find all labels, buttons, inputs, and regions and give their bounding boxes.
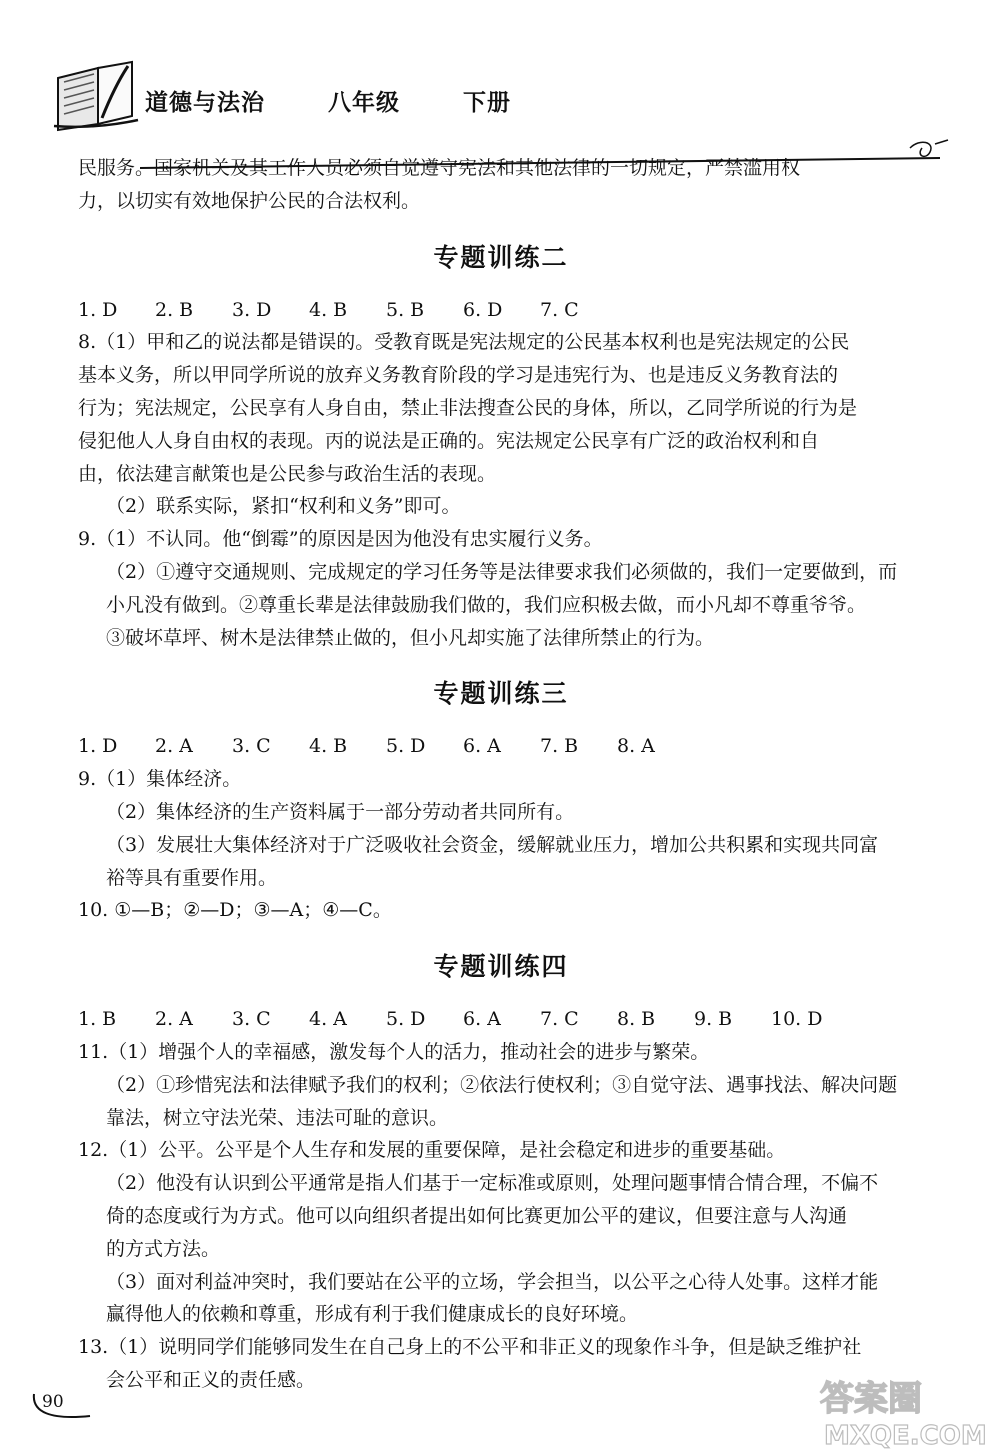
section-heading-4: 专题训练四 [433,952,569,982]
question-13 [78,1331,924,1397]
text-line: 11.（1）增强个人的幸福感，激发每个人的活力，推动社会的进步与繁荣。 [78,1040,710,1063]
text-line: 基本义务，所以甲同学所说的放弃义务教育阶段的学习是违宪行为、也是违反义务教育法的 [78,364,839,387]
text-line: （2）他没有认识到公平通常是指人们基于一定标准或原则，处理问题事情合情合理，不偏不 [106,1172,879,1195]
text-line: （2）①珍惜宪法和法律赋予我们的权利；②依法行使权利；③自觉守法、遇事找法、解决问题 [106,1073,898,1096]
page-number-text: 90 [42,1392,64,1412]
text-line: 10. ①—B；②—D；③—A；④—C。 [78,899,392,922]
text-line: 力，以切实有效地保护公民的合法权利。 [78,189,421,212]
choice-answer: 10. D [771,1008,823,1031]
text-line: 会公平和正义的责任感。 [106,1368,316,1391]
choice-answer: 4. A [309,1008,347,1031]
choice-answer: 7. B [540,735,579,758]
choice-answer: 9. B [694,1008,733,1031]
choice-answers-3 [78,730,924,763]
choice-answer: 5. D [386,1008,426,1031]
choice-answer: 7. C [540,1008,579,1031]
choice-answer: 1. B [78,1008,117,1031]
text-line: 民服务。国家机关及其工作人员必须自觉遵守宪法和其他法律的一切规定，严禁滥用权 [78,157,801,179]
page-number-swoosh [30,1388,102,1424]
choice-answer: 1. D [78,298,118,321]
choice-answer: 7. C [540,298,579,321]
choice-answer: 5. B [386,298,425,321]
choice-answer: 3. D [232,298,272,321]
question-9 [78,523,924,654]
choice-answer: 2. B [155,298,194,321]
choice-answer: 2. A [155,735,193,758]
text-line: 9.（1）不认同。他“倒霉”的原因是因为他没有忠实履行义务。 [78,528,603,551]
text-line: 9.（1）集体经济。 [78,768,242,791]
text-line: 赢得他人的依赖和尊重，形成有利于我们健康成长的良好环境。 [106,1303,639,1326]
text-line: 12.（1）公平。公平是个人生存和发展的重要保障，是社会稳定和进步的重要基础。 [78,1139,786,1162]
section-heading-3: 专题训练三 [433,679,569,709]
choice-answer: 6. D [463,298,503,321]
text-line: （3）发展壮大集体经济对于广泛吸收社会资金，缓解就业压力，增加公共积累和实现共同富 [106,833,879,856]
text-line: 侵犯他人人身自由权的表现。丙的说法是正确的。宪法规定公民享有广泛的政治权利和自 [78,429,820,452]
page-number [30,1388,102,1424]
watermark-top: 答案圈 [820,1379,922,1419]
text-line: （2）联系实际，紧扣“权利和义务”即可。 [106,495,461,518]
choice-answer: 3. C [232,1008,271,1031]
choice-answer: 6. A [463,1008,501,1031]
intro-paragraph [78,152,924,218]
text-line: 13.（1）说明同学们能够同发生在自己身上的不公平和非正义的现象作斗争，但是缺乏维护社 [78,1336,862,1359]
choice-answer: 8. B [617,1008,656,1031]
text-line: 的方式方法。 [106,1237,221,1260]
section-heading-2: 专题训练二 [433,242,569,272]
text-line: （2）集体经济的生产资料属于一部分劳动者共同所有。 [106,800,575,823]
text-line: （2）①遵守交通规则、完成规定的学习任务等是法律要求我们必须做的，我们一定要做到，而 [106,560,898,583]
choice-answer: 4. B [309,735,348,758]
text-line: 行为；宪法规定，公民享有人身自由，禁止非法搜查公民的身体，所以，乙同学所说的行为是 [78,396,858,419]
choice-answer: 6. A [463,735,501,758]
watermark-bottom: MXQE.COM [824,1421,987,1451]
text-line: 8.（1）甲和乙的说法都是错误的。受教育既是宪法规定的公民基本权利也是宪法规定的公民 [78,331,850,354]
header-title: 道德与法治 八年级 下册 [145,90,512,116]
text-line: 由，依法建言献策也是公民参与政治生活的表现。 [78,462,497,485]
question-8 [78,326,924,523]
question-12 [78,1134,924,1331]
text-line: 倚的态度或行为方式。他可以向组织者提出如何比赛更加公平的建议，但要注意与人沟通 [106,1204,848,1227]
question-11 [78,1036,924,1134]
choice-answer: 1. D [78,735,118,758]
choice-answers-4 [78,1003,924,1036]
text-line: （3）面对利益冲突时，我们要站在公平的立场，学会担当，以公平之心待人处事。这样才能 [106,1270,879,1293]
text-line: ③破坏草坪、树木是法律禁止做的，但小凡却实施了法律所禁止的行为。 [106,626,715,649]
choice-answer: 4. B [309,298,348,321]
watermark-logo [810,1372,990,1452]
choice-answer: 3. C [232,735,271,758]
question-9-econ [78,763,924,927]
choice-answer: 8. A [617,735,655,758]
answer-content [78,152,924,1397]
page-header [50,50,950,160]
book-logo-icon [50,58,140,133]
text-line: 小凡没有做到。②尊重长辈是法律鼓励我们做的，我们应积极去做，而小凡却不尊重爷爷。 [106,593,867,616]
choice-answer: 2. A [155,1008,193,1031]
text-line: 裕等具有重要作用。 [106,866,278,889]
text-line: 靠法，树立守法光荣、违法可耻的意识。 [106,1106,449,1129]
choice-answer: 5. D [386,735,426,758]
choice-answers-2 [78,294,924,327]
